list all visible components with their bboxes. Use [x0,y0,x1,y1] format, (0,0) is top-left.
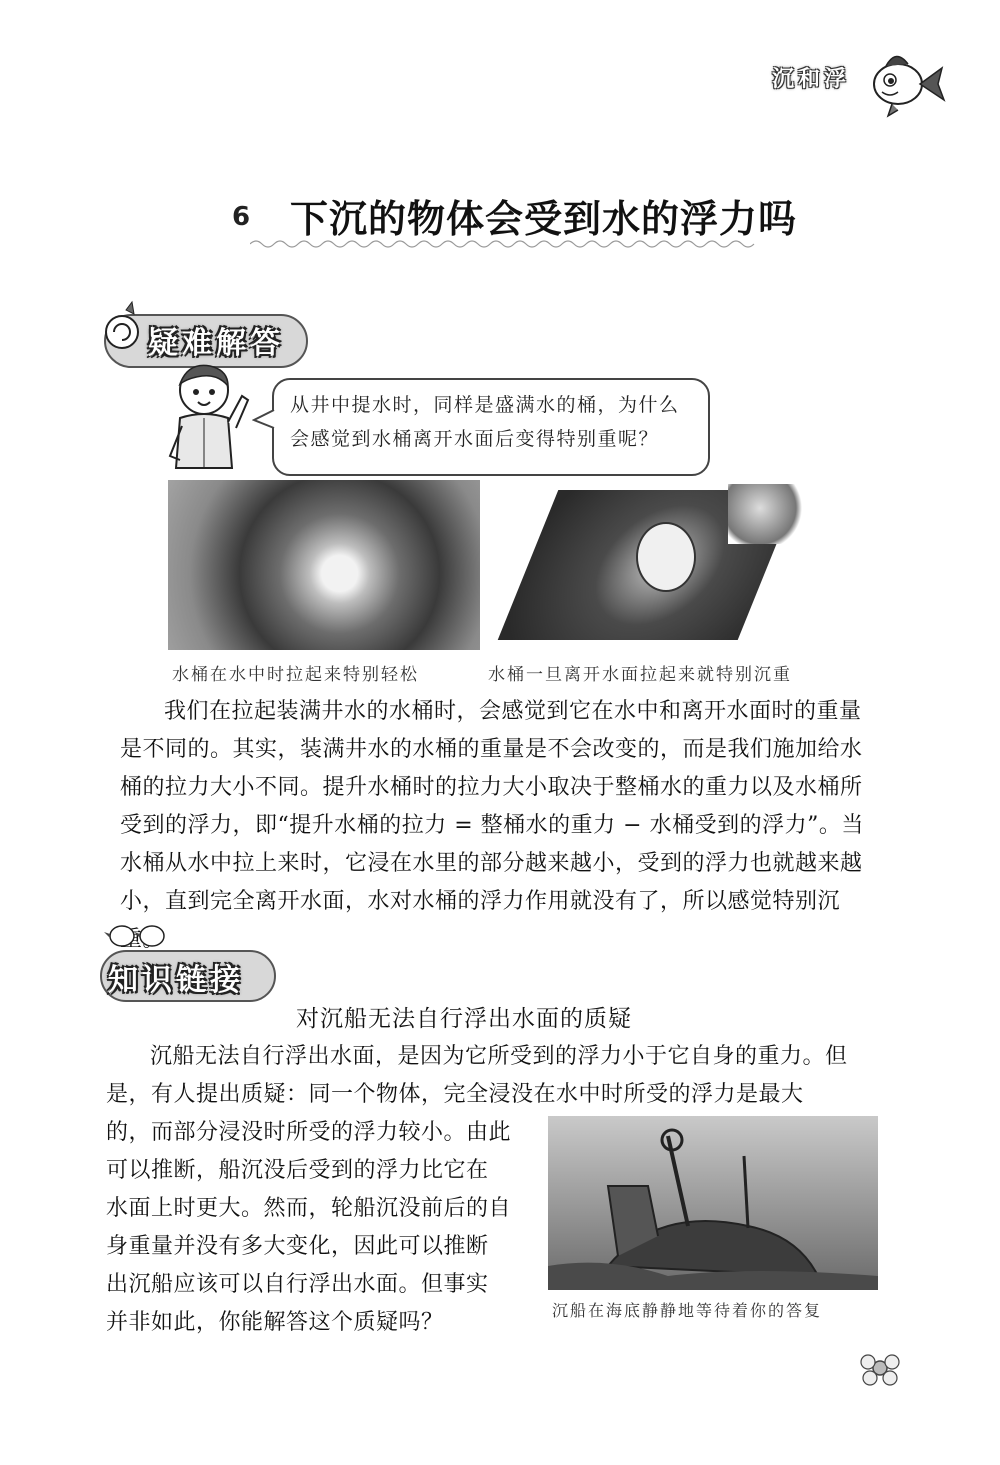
corner-chapter-label: 沉和浮 [772,67,851,92]
wrap-line: 并非如此，你能解答这个质疑吗？ [106,1310,444,1335]
birds-decoration-icon [104,912,174,952]
speech-bubble-text: 从井中提水时，同样是盛满水的桶，为什么会感觉到水桶离开水面后变得特别重呢？ [290,394,680,450]
caption-right: 水桶一旦离开水面拉起来就特别沉重 [488,665,792,685]
wrap-line: 出沉船应该可以自行浮出水面。但事实 [106,1272,489,1297]
explanation-paragraph [120,693,880,959]
speech-bubble-tail [252,408,276,432]
sunken-ship-icon [548,1116,878,1290]
boy-illustration [158,356,258,474]
subsection-title: 对沉船无法自行浮出水面的质疑 [296,1006,632,1032]
ship-caption: 沉船在海底静静地等待着你的答复 [552,1301,823,1320]
swirl-decoration-icon [96,300,156,360]
chapter-title: 下沉的物体会受到水的浮力吗 [290,197,798,241]
intro-paragraph [106,1038,882,1114]
caption-left: 水桶在水中时拉起来特别轻松 [172,665,419,685]
flower-page-icon [858,1348,902,1388]
photo-bucket-lifted [488,480,818,650]
photo-bucket-in-well [168,480,480,650]
wrap-line: 身重量并没有多大变化，因此可以推断 [106,1234,489,1259]
wrap-line: 的，而部分浸没时所受的浮力较小。由此 [106,1120,512,1145]
intro-text: 沉船无法自行浮出水面，是因为它所受到的浮力小于它自身的重力。但是，有人提出质疑：同一个物体，完全浸没在水中时所受的浮力是最大 [106,1044,848,1107]
section-title-faq: 疑难解答 [148,326,284,361]
chapter-number: 6 [232,202,251,232]
photo-sunken-ship [548,1116,878,1290]
wrap-line: 可以推断，船沉没后受到的浮力比它在 [106,1158,489,1183]
wrap-line: 水面上时更大。然而，轮船沉没前后的自 [106,1196,512,1221]
fish-mascot-icon [868,44,948,120]
wrapped-paragraph [106,1114,536,1342]
section-title-knowledge-link: 知识链接 [108,963,244,998]
explanation-text: 我们在拉起装满井水的水桶时，会感觉到它在水中和离开水面时的重量是不同的。其实，装满井水的水桶的重量是不会改变的，而是我们施加给水桶的拉力大小不同。提升水桶时的拉力大小取决于整桶水的重力以及水桶所受到的浮力，即“提升水桶的拉力 = 整桶水的重力 − 水桶受到的浮力”。当水桶从水中拉上来时，它浸在水里的部分越来越小，受到的浮力也就越来越小，直到完全离开水面，水对水桶的浮力作用就没有了，所以感觉特别沉 [120,699,864,914]
title-wave-underline [250,238,760,250]
